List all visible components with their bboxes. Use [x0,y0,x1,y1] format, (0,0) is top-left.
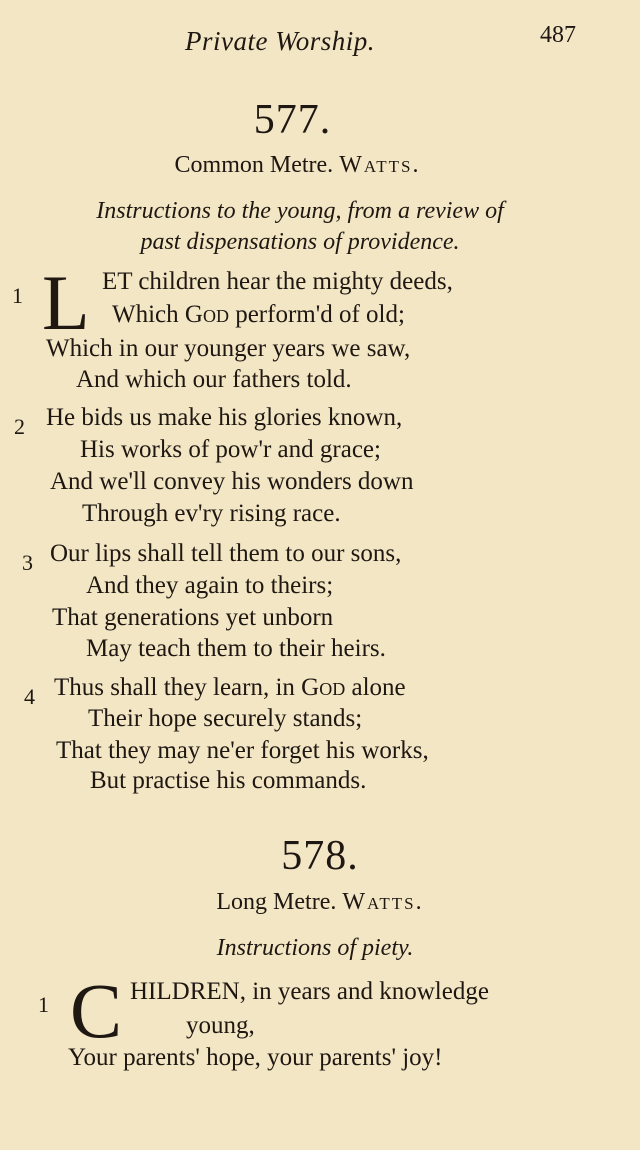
running-header: Private Worship. [185,26,375,56]
verse-line: And they again to theirs; [86,572,334,599]
hymn-author: Watts. [342,889,424,915]
verse-line: But practise his commands. [90,767,367,794]
metre-label: Long Metre. [216,889,337,915]
hymn-subject: Instructions of piety. [216,935,414,961]
verse-line: Thus shall they learn, in God alone [54,674,406,701]
hymn-number: 577. [253,97,332,143]
drop-cap: L [42,259,90,346]
verse-line: Their hope securely stands; [88,705,363,732]
verse-line: May teach them to their heirs. [86,635,386,662]
verse-line: Through ev'ry rising race. [82,500,341,527]
verse-line: He bids us make his glories known, [46,404,403,431]
verse-line: Which God perform'd of old; [112,301,405,328]
verse-number: 2 [14,414,25,439]
verse-line: Which in our younger years we saw, [46,335,411,362]
verse-line: Our lips shall tell them to our sons, [50,540,402,567]
drop-cap: C [70,967,123,1054]
hymn-metre [0,889,640,916]
hymn-subject [0,196,600,258]
verse-number: 1 [12,283,23,308]
hymn-metre [0,152,595,179]
page-number: 487 [540,22,576,48]
verse-line: HILDREN, in years and knowledge [130,978,489,1005]
verse-number: 1 [38,992,49,1017]
subject-line: Instructions to the young, from a review of [96,198,504,224]
verse-line: That generations yet unborn [52,604,334,631]
metre-label: Common Metre. [174,152,334,178]
hymn-author: Watts. [339,152,421,178]
verse-line: young, [186,1012,255,1039]
verse-line: His works of pow'r and grace; [80,436,381,463]
verse-line: ET children hear the mighty deeds, [102,268,453,295]
verse-number: 3 [22,550,33,575]
verse-line: And we'll convey his wonders down [50,468,414,495]
verse-line: That they may ne'er forget his works, [56,737,429,764]
verse-line: And which our fathers told. [76,366,352,393]
hymn-number: 578. [281,833,359,879]
subject-line: past dispensations of providence. [140,229,460,255]
verse-number: 4 [24,684,35,709]
verse-line: Your parents' hope, your parents' joy! [68,1044,443,1071]
